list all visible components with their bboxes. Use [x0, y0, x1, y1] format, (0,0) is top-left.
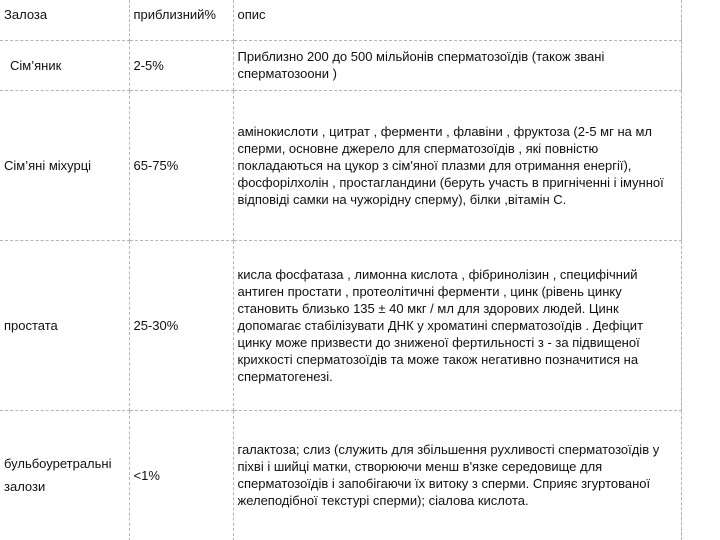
- gland-name: [0, 40, 129, 90]
- header-description: опис: [233, 0, 681, 40]
- gland-percent: 25-30%: [129, 240, 233, 410]
- gland-percent: <1%: [129, 410, 233, 540]
- gland-description: Приблизно 200 до 500 мільйонів сперматозоїдів (також звані сперматозоони ): [233, 40, 681, 90]
- table-row: [0, 40, 681, 90]
- header-percent: приблизний%: [129, 0, 233, 40]
- gland-description: амінокислоти , цитрат , ферменти , флавіни , фруктоза (2-5 мг на мл сперми, основне джерело для сперматозоїдів , які повністю покладаються на цукор з сім'яної плазми для отримання енергії), фосфорілхолін , простагландини (беруть участь в пригніченні і імунної відповіді самки на чужорідну сперму), білки ,вітамін С.: [233, 90, 681, 240]
- table-header-row: [0, 0, 681, 40]
- gland-description: галактоза; слиз (служить для збільшення рухливості сперматозоїдів у піхві і шийці матки, створюючи менш в'язке середовище для сперматозоїдів і запобігаючи їх витоку з сперми. Сприяє згуртованої желеподібної текстурі сперми); сіалова кислота.: [233, 410, 681, 540]
- gland-name: бульбоуретральні залози: [0, 410, 129, 540]
- table-row: [0, 240, 681, 410]
- table-row: [0, 90, 681, 240]
- gland-percent: 2-5%: [129, 40, 233, 90]
- gland-name: простата: [0, 240, 129, 410]
- gland-name: Сім’яні міхурці: [0, 90, 129, 240]
- header-gland: Залоза: [0, 0, 129, 40]
- table-right-border: [681, 0, 682, 540]
- gland-percent: 65-75%: [129, 90, 233, 240]
- gland-name-text: Сім’яник: [10, 57, 62, 73]
- table-row: [0, 410, 681, 540]
- gland-description: кисла фосфатаза , лимонна кислота , фібринолізин , специфічний антиген простати , протеолітичні ферменти , цинк (рівень цинку становить близько 135 ± 40 мкг / мл для здорових людей. Цинк допомагає стабілізувати ДНК у хроматині сперматозоїдів . Дефіцит цинку може призвести до зниженої фертильності з - за підвищеної крихкості сперматозоїдів та може також негативно позначитися на сперматогенезі.: [233, 240, 681, 410]
